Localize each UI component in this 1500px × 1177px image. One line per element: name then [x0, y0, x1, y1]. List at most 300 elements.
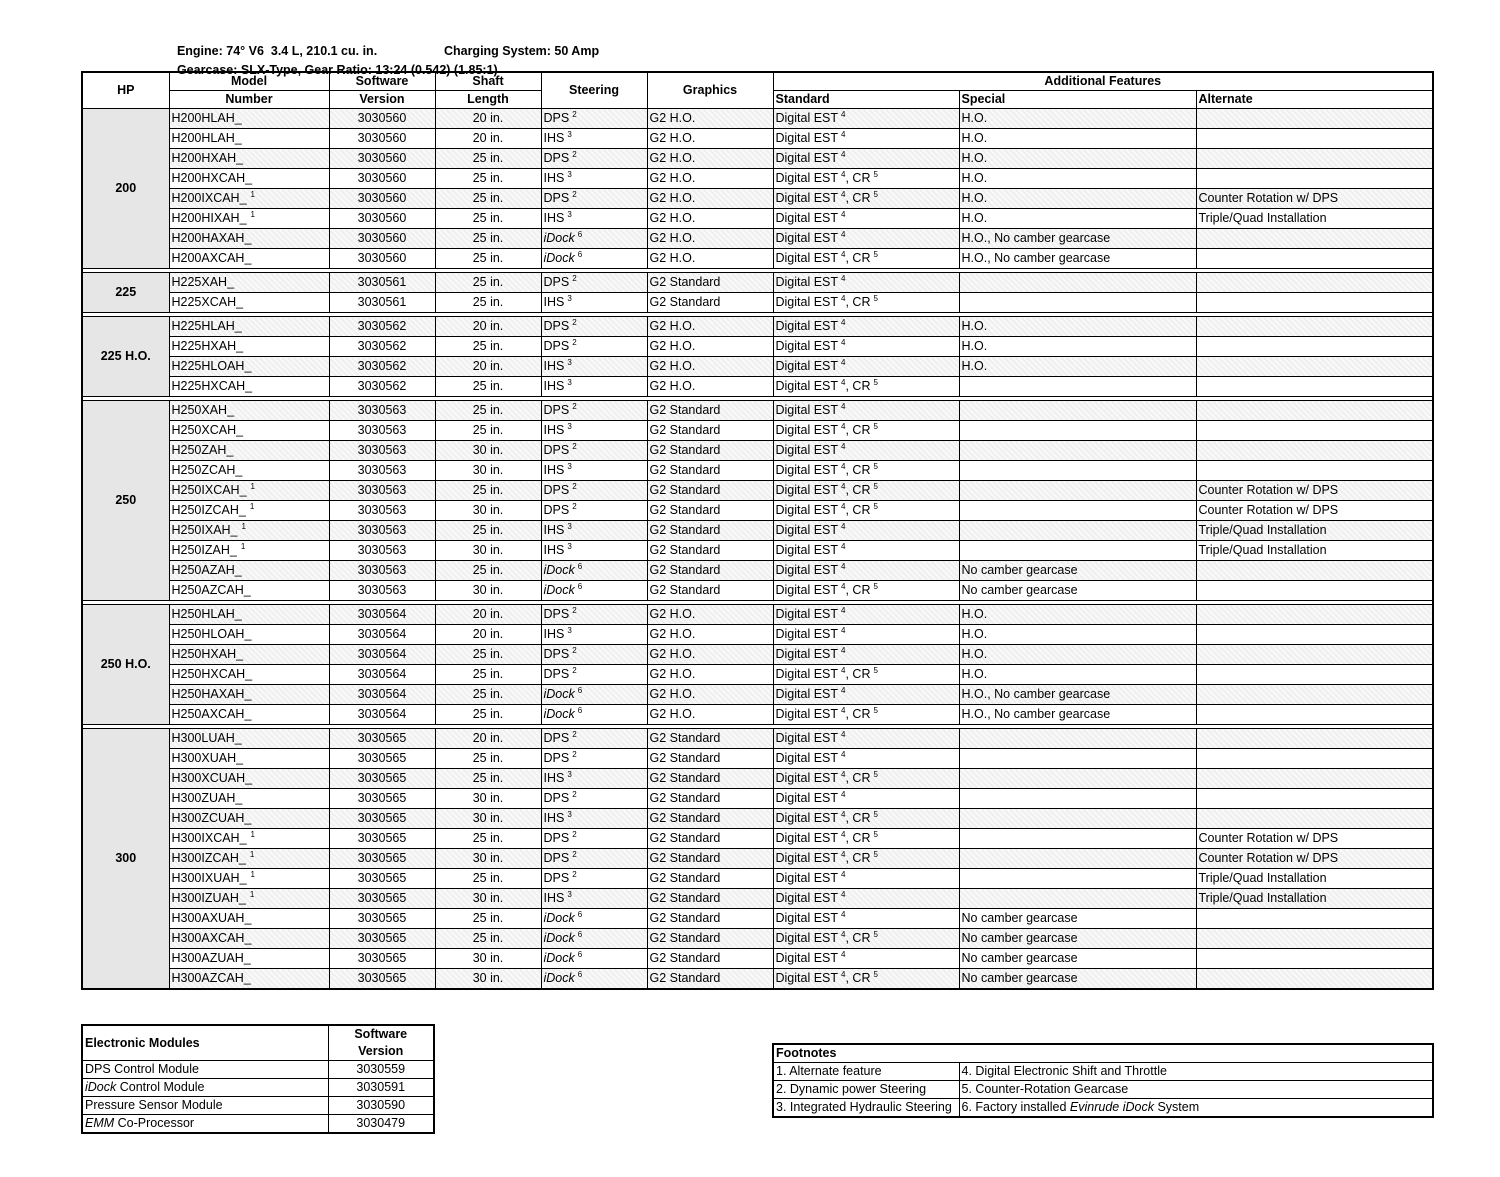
modules-header [82, 1025, 434, 1061]
standard-footnote: 4 [841, 625, 846, 635]
model-cell [169, 909, 329, 929]
hp-cell: 200 [82, 109, 169, 269]
steering-footnote: 6 [577, 229, 583, 239]
standard-feature: Digital EST [775, 275, 839, 289]
graphics-cell: G2 Standard [647, 749, 773, 769]
cr-footnote: 5 [873, 769, 878, 779]
steering-cell [541, 605, 647, 625]
cr-label: , CR [845, 423, 871, 437]
model-footnote: 1 [241, 521, 246, 531]
model-cell [169, 149, 329, 169]
steering-type: iDock [543, 951, 575, 965]
steering-cell [541, 749, 647, 769]
steering-type: DPS [543, 111, 570, 125]
model-number: H250IXAH_ [171, 523, 238, 537]
model-cell [169, 849, 329, 869]
standard-cell [773, 401, 959, 421]
steering-footnote: 2 [572, 605, 577, 615]
software-cell: 3030565 [329, 769, 435, 789]
cr-label: , CR [845, 971, 871, 985]
steering-cell [541, 625, 647, 645]
model-number: H225HXAH_ [171, 339, 244, 353]
software-cell: 3030564 [329, 605, 435, 625]
software-cell: 3030565 [329, 829, 435, 849]
steering-footnote: 2 [572, 109, 577, 119]
steering-type: iDock [543, 563, 575, 577]
table-row [82, 561, 1433, 581]
model-cell [169, 685, 329, 705]
cr-label: , CR [845, 295, 871, 309]
cr-footnote: 5 [873, 481, 878, 491]
alternate-cell [1196, 421, 1433, 441]
cr-footnote: 5 [873, 929, 878, 939]
graphics-cell: G2 Standard [647, 929, 773, 949]
cr-label: , CR [845, 667, 871, 681]
shaft-cell: 20 in. [435, 729, 541, 749]
model-cell [169, 749, 329, 769]
model-cell [169, 109, 329, 129]
special-cell [959, 809, 1196, 829]
module-version: 3030479 [328, 1115, 434, 1134]
steering-type: DPS [543, 151, 570, 165]
module-name [82, 1115, 328, 1134]
software-cell: 3030563 [329, 501, 435, 521]
standard-footnote: 4 [841, 129, 846, 139]
standard-cell [773, 357, 959, 377]
cr-footnote: 5 [873, 849, 878, 859]
standard-cell [773, 249, 959, 269]
module-name-rest: Control Module [116, 1080, 205, 1094]
shaft-cell: 30 in. [435, 809, 541, 829]
model-number: H300AXUAH_ [171, 911, 252, 925]
model-number: H300XCUAH_ [171, 771, 253, 785]
special-cell: H.O. [959, 337, 1196, 357]
model-cell [169, 441, 329, 461]
steering-footnote: 2 [572, 501, 577, 511]
steering-footnote: 2 [572, 729, 577, 739]
table-row [82, 441, 1433, 461]
table-row [82, 829, 1433, 849]
model-number: H200HXAH_ [171, 151, 244, 165]
standard-footnote: 4 [841, 909, 846, 919]
graphics-cell: G2 H.O. [647, 189, 773, 209]
model-number: H300AXCAH_ [171, 931, 252, 945]
table-row [82, 541, 1433, 561]
alternate-cell [1196, 109, 1433, 129]
steering-footnote: 6 [577, 705, 583, 715]
graphics-cell: G2 H.O. [647, 605, 773, 625]
standard-footnote: 4 [841, 749, 846, 759]
standard-feature: Digital EST [775, 951, 839, 965]
model-footnote: 1 [250, 481, 255, 491]
shaft-cell: 25 in. [435, 685, 541, 705]
steering-cell [541, 229, 647, 249]
alternate-cell [1196, 769, 1433, 789]
standard-footnote: 4 [841, 401, 846, 411]
standard-cell [773, 789, 959, 809]
graphics-cell: G2 Standard [647, 849, 773, 869]
table-row [82, 581, 1433, 601]
table-row [82, 869, 1433, 889]
footnotes-title: Footnotes [773, 1044, 1433, 1063]
model-number: H250IZCAH_ [171, 503, 246, 517]
steering-footnote: 3 [567, 421, 572, 431]
software-cell: 3030564 [329, 705, 435, 725]
cr-label: , CR [845, 771, 871, 785]
special-cell: H.O. [959, 129, 1196, 149]
shaft-cell: 25 in. [435, 665, 541, 685]
module-name-text: Pressure Sensor Module [85, 1098, 223, 1112]
graphics-cell: G2 Standard [647, 889, 773, 909]
steering-type: iDock [543, 971, 575, 985]
standard-feature: Digital EST [775, 687, 839, 701]
standard-footnote: 4 [841, 169, 846, 179]
special-cell [959, 501, 1196, 521]
steering-type: iDock [543, 707, 575, 721]
modules-sw-header [328, 1025, 434, 1061]
steering-cell [541, 441, 647, 461]
footnote-6-post: System [1153, 1100, 1200, 1114]
table-row [82, 889, 1433, 909]
graphics-cell: G2 Standard [647, 401, 773, 421]
cr-label: , CR [845, 483, 871, 497]
special-cell: H.O. [959, 209, 1196, 229]
special-cell: No camber gearcase [959, 581, 1196, 601]
steering-type: IHS [543, 131, 565, 145]
shaft-cell: 20 in. [435, 109, 541, 129]
steering-cell [541, 481, 647, 501]
alternate-cell [1196, 949, 1433, 969]
steering-type: DPS [543, 607, 570, 621]
alternate-cell: Triple/Quad Installation [1196, 869, 1433, 889]
cr-footnote: 5 [873, 421, 878, 431]
cr-footnote: 5 [873, 293, 878, 303]
model-cell [169, 337, 329, 357]
footnotes-table [772, 1043, 1434, 1118]
engine-label: Engine: 74° V6 3.4 L, 210.1 cu. in. [176, 44, 378, 58]
model-number: H300ZUAH_ [171, 791, 243, 805]
alternate-cell [1196, 169, 1433, 189]
alternate-cell [1196, 229, 1433, 249]
special-cell: H.O., No camber gearcase [959, 685, 1196, 705]
shaft-cell: 25 in. [435, 273, 541, 293]
standard-feature: Digital EST [775, 295, 839, 309]
shaft-cell: 20 in. [435, 129, 541, 149]
steering-type: DPS [543, 851, 570, 865]
standard-cell [773, 909, 959, 929]
software-cell: 3030563 [329, 401, 435, 421]
cr-label: , CR [845, 931, 871, 945]
alternate-cell [1196, 249, 1433, 269]
steering-footnote: 6 [577, 685, 583, 695]
shaft-cell: 30 in. [435, 949, 541, 969]
model-number: H250AXCAH_ [171, 707, 252, 721]
standard-footnote: 4 [841, 685, 846, 695]
standard-feature: Digital EST [775, 607, 839, 621]
model-cell [169, 249, 329, 269]
steering-footnote: 3 [567, 809, 572, 819]
steering-cell [541, 337, 647, 357]
graphics-cell: G2 Standard [647, 869, 773, 889]
software-cell: 3030562 [329, 357, 435, 377]
model-cell [169, 229, 329, 249]
special-cell [959, 293, 1196, 313]
alternate-cell: Triple/Quad Installation [1196, 209, 1433, 229]
software-cell: 3030563 [329, 461, 435, 481]
standard-footnote: 4 [841, 109, 846, 119]
model-number: H300LUAH_ [171, 731, 242, 745]
standard-footnote: 4 [841, 769, 846, 779]
model-cell [169, 317, 329, 337]
steering-cell [541, 293, 647, 313]
steering-footnote: 2 [572, 441, 577, 451]
model-table [81, 71, 1434, 990]
col-model-1: Model [169, 72, 329, 91]
table-row [82, 337, 1433, 357]
standard-cell [773, 481, 959, 501]
steering-cell [541, 249, 647, 269]
cr-footnote: 5 [873, 169, 878, 179]
model-number: H250XCAH_ [171, 423, 244, 437]
standard-footnote: 4 [841, 441, 846, 451]
table-row [82, 729, 1433, 749]
software-cell: 3030562 [329, 317, 435, 337]
alternate-cell: Triple/Quad Installation [1196, 541, 1433, 561]
model-cell [169, 665, 329, 685]
graphics-cell: G2 H.O. [647, 209, 773, 229]
software-cell: 3030563 [329, 441, 435, 461]
special-cell: H.O. [959, 665, 1196, 685]
alternate-cell [1196, 969, 1433, 990]
col-alternate: Alternate [1196, 91, 1433, 109]
cr-label: , CR [845, 379, 871, 393]
steering-cell [541, 809, 647, 829]
col-shaft-1: Shaft [435, 72, 541, 91]
steering-type: IHS [543, 523, 565, 537]
standard-cell [773, 541, 959, 561]
graphics-cell: G2 Standard [647, 769, 773, 789]
model-cell [169, 929, 329, 949]
alternate-cell [1196, 357, 1433, 377]
module-name [82, 1061, 328, 1079]
graphics-cell: G2 Standard [647, 461, 773, 481]
alternate-cell: Counter Rotation w/ DPS [1196, 189, 1433, 209]
alternate-cell [1196, 317, 1433, 337]
model-cell [169, 401, 329, 421]
module-name-rest: Co-Processor [114, 1116, 195, 1130]
steering-type: DPS [543, 503, 570, 517]
software-cell: 3030565 [329, 809, 435, 829]
alternate-cell [1196, 929, 1433, 949]
steering-cell [541, 789, 647, 809]
model-number: H250IZAH_ [171, 543, 237, 557]
model-number: H200AXCAH_ [171, 251, 252, 265]
steering-type: iDock [543, 687, 575, 701]
standard-footnote: 4 [841, 229, 846, 239]
special-cell [959, 849, 1196, 869]
alternate-cell [1196, 441, 1433, 461]
model-cell [169, 421, 329, 441]
cr-label: , CR [845, 171, 871, 185]
steering-type: DPS [543, 831, 570, 845]
special-cell: H.O. [959, 625, 1196, 645]
software-cell: 3030564 [329, 625, 435, 645]
steering-footnote: 2 [572, 749, 577, 759]
steering-cell [541, 645, 647, 665]
model-cell [169, 541, 329, 561]
steering-cell [541, 169, 647, 189]
steering-cell [541, 461, 647, 481]
graphics-cell: G2 H.O. [647, 337, 773, 357]
module-name-text: DPS Control Module [85, 1062, 199, 1076]
steering-type: iDock [543, 251, 575, 265]
special-cell [959, 869, 1196, 889]
special-cell [959, 401, 1196, 421]
standard-footnote: 4 [841, 645, 846, 655]
special-cell: No camber gearcase [959, 969, 1196, 990]
cr-footnote: 5 [873, 377, 878, 387]
shaft-cell: 25 in. [435, 521, 541, 541]
steering-type: IHS [543, 423, 565, 437]
standard-footnote: 4 [841, 189, 846, 199]
software-cell: 3030560 [329, 209, 435, 229]
standard-footnote: 4 [841, 581, 846, 591]
table-row [82, 293, 1433, 313]
steering-cell [541, 541, 647, 561]
steering-type: DPS [543, 751, 570, 765]
cr-label: , CR [845, 851, 871, 865]
model-number: H300IXCAH_ [171, 831, 247, 845]
table-row [82, 169, 1433, 189]
standard-feature: Digital EST [775, 831, 839, 845]
steering-type: DPS [543, 871, 570, 885]
standard-feature: Digital EST [775, 443, 839, 457]
alternate-cell [1196, 729, 1433, 749]
table-row [82, 949, 1433, 969]
model-cell [169, 377, 329, 397]
footnote-6-pre: 6. Factory installed [961, 1100, 1070, 1114]
model-number: H225HLOAH_ [171, 359, 252, 373]
shaft-cell: 20 in. [435, 317, 541, 337]
cr-label: , CR [845, 191, 871, 205]
model-cell [169, 769, 329, 789]
model-number: H250ZAH_ [171, 443, 234, 457]
graphics-cell: G2 Standard [647, 809, 773, 829]
steering-footnote: 6 [577, 909, 583, 919]
special-cell: No camber gearcase [959, 561, 1196, 581]
standard-footnote: 4 [841, 665, 846, 675]
shaft-cell: 20 in. [435, 625, 541, 645]
cr-label: , CR [845, 583, 871, 597]
alternate-cell [1196, 809, 1433, 829]
shaft-cell: 25 in. [435, 249, 541, 269]
model-number: H250AZCAH_ [171, 583, 251, 597]
steering-footnote: 3 [567, 521, 572, 531]
model-number: H250HXAH_ [171, 647, 244, 661]
special-cell: No camber gearcase [959, 909, 1196, 929]
model-cell [169, 625, 329, 645]
standard-feature: Digital EST [775, 151, 839, 165]
steering-cell [541, 561, 647, 581]
table-row [82, 909, 1433, 929]
standard-feature: Digital EST [775, 647, 839, 661]
steering-footnote: 2 [572, 645, 577, 655]
footnote-row [773, 1099, 1433, 1118]
alternate-cell [1196, 749, 1433, 769]
model-cell [169, 645, 329, 665]
table-row [82, 209, 1433, 229]
standard-cell [773, 929, 959, 949]
model-number: H250HLOAH_ [171, 627, 252, 641]
standard-footnote: 4 [841, 461, 846, 471]
standard-feature: Digital EST [775, 379, 839, 393]
standard-feature: Digital EST [775, 503, 839, 517]
model-cell [169, 789, 329, 809]
standard-feature: Digital EST [775, 563, 839, 577]
col-hp: HP [82, 72, 169, 109]
steering-type: IHS [543, 359, 565, 373]
standard-cell [773, 229, 959, 249]
graphics-cell: G2 H.O. [647, 149, 773, 169]
shaft-cell: 25 in. [435, 705, 541, 725]
steering-type: DPS [543, 339, 570, 353]
graphics-cell: G2 Standard [647, 521, 773, 541]
steering-type: iDock [543, 583, 575, 597]
standard-cell [773, 949, 959, 969]
shaft-cell: 25 in. [435, 229, 541, 249]
standard-cell [773, 729, 959, 749]
model-cell [169, 561, 329, 581]
standard-feature: Digital EST [775, 339, 839, 353]
model-cell [169, 357, 329, 377]
module-name-italic: iDock [85, 1080, 117, 1094]
table-row [82, 461, 1433, 481]
shaft-cell: 25 in. [435, 209, 541, 229]
steering-type: iDock [543, 231, 575, 245]
standard-cell [773, 129, 959, 149]
cr-footnote: 5 [873, 581, 878, 591]
model-cell [169, 129, 329, 149]
steering-footnote: 3 [567, 889, 572, 899]
standard-feature: Digital EST [775, 211, 839, 225]
model-number: H200HAXAH_ [171, 231, 252, 245]
software-cell: 3030562 [329, 337, 435, 357]
software-cell: 3030565 [329, 949, 435, 969]
steering-footnote: 2 [572, 849, 577, 859]
alternate-cell [1196, 561, 1433, 581]
steering-footnote: 2 [572, 273, 577, 283]
model-number: H250XAH_ [171, 403, 235, 417]
table-row [82, 129, 1433, 149]
shaft-cell: 30 in. [435, 789, 541, 809]
standard-feature: Digital EST [775, 523, 839, 537]
cr-label: , CR [845, 503, 871, 517]
model-cell [169, 605, 329, 625]
alternate-cell: Triple/Quad Installation [1196, 521, 1433, 541]
table-row [82, 229, 1433, 249]
col-steering: Steering [541, 72, 647, 109]
steering-cell [541, 501, 647, 521]
steering-cell [541, 849, 647, 869]
steering-cell [541, 421, 647, 441]
alternate-cell [1196, 625, 1433, 645]
standard-cell [773, 337, 959, 357]
graphics-cell: G2 Standard [647, 421, 773, 441]
standard-footnote: 4 [841, 809, 846, 819]
col-shaft-2: Length [435, 91, 541, 109]
standard-footnote: 4 [841, 789, 846, 799]
footnote-row [773, 1063, 1433, 1081]
